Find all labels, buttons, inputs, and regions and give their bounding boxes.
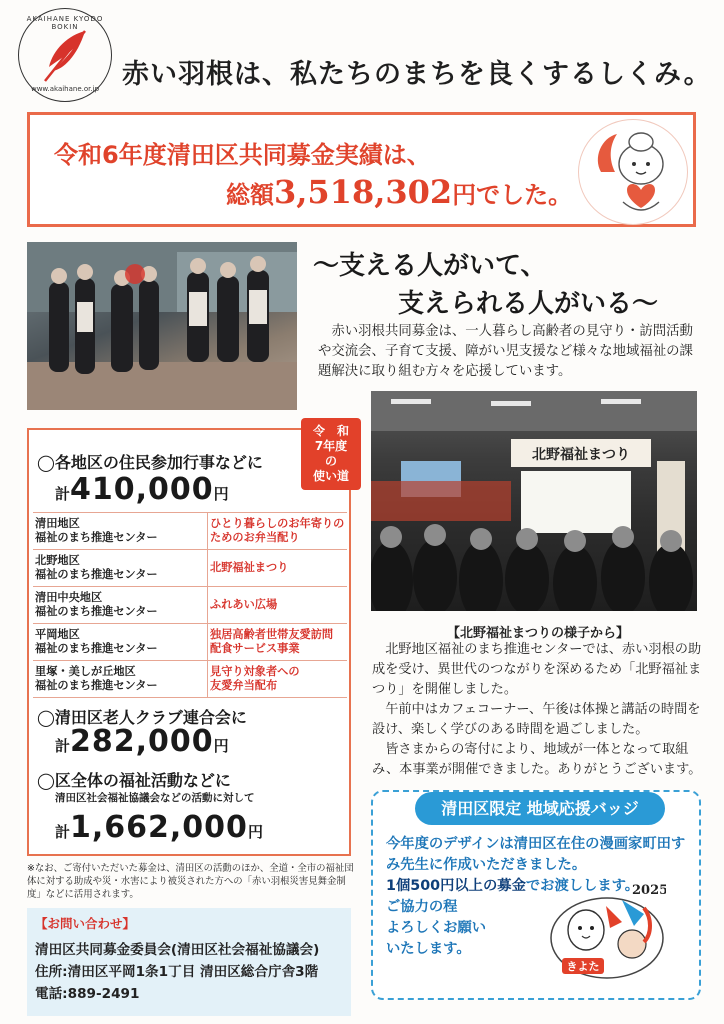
fund-usage-box (27, 424, 351, 856)
headline-line-1: ～支える人がいて、 (313, 251, 547, 281)
badge-line: 使い道 (312, 469, 349, 483)
contact-heading: 【お問い合わせ】 (35, 916, 136, 931)
section3-subtitle: 清田区社会福祉協議会などの活動に対して (55, 792, 255, 804)
org-cell: 平岡地区 福祉のまち推進センター (33, 624, 208, 661)
org-cell: 清田地区 福祉のまち推進センター (33, 513, 208, 550)
footnote: ※なお、ご寄付いただいた募金は、清田区の活動のほか、全道・全市の福祉団体に対する助成や災・水害により被災された方への「赤い羽根災害見舞金制度」などに活用されます。 (27, 863, 354, 900)
table-row (33, 661, 347, 698)
yen-label: 円 (213, 485, 229, 503)
section2-amount (55, 724, 229, 759)
badge-heading: 清田区限定 地域応援バッジ (415, 792, 665, 825)
event-description (372, 640, 702, 780)
result-suffix: 円でした。 (452, 181, 573, 209)
result-prefix: 総額 (226, 181, 274, 209)
badge-illustration (548, 878, 666, 980)
akaihane-logo (18, 8, 112, 102)
event-cell: 見守り対象者への 友愛弁当配布 (208, 661, 348, 698)
event-paragraph: 皆さまからの寄付により、地域が一体となって取組み、本事業が開催できました。ありがとうございます。 (372, 742, 702, 777)
section3-title: ◯区全体の福祉活動などに (37, 771, 231, 790)
table-row (33, 624, 347, 661)
badge-text-5: いたします。 (386, 941, 471, 957)
result-line-1: 令和6年度清田区共同募金実績は、 (54, 141, 431, 169)
page-tagline: 赤い羽根は、私たちのまちを良くするしくみ。 (122, 59, 712, 90)
kei-label: 計 (55, 823, 71, 841)
table-row (33, 587, 347, 624)
section1-amount (55, 472, 229, 507)
section1-amount-value: 410,000 (70, 472, 214, 507)
intro-paragraph: 赤い羽根共同募金は、一人暮らし高齢者の見守り・訪問活動や交流会、子育て支援、障がい児支援など様々な地域福祉の課題解決に取り組む方々を応援しています。 (318, 324, 693, 379)
badge-line: の (324, 454, 337, 468)
badge-year: 2025 (632, 883, 666, 898)
badge-text-3: ご協力の程 (386, 899, 458, 915)
usage-table (33, 512, 347, 698)
festival-banner-text: 北野福祉まつり (532, 447, 630, 463)
yen-label: 円 (247, 823, 263, 841)
mascot-illustration (578, 119, 688, 225)
usage-year-badge (301, 418, 361, 490)
event-cell: 独居高齢者世帯友愛訪問 配食サービス事業 (208, 624, 348, 661)
mascot-label: きよた (566, 960, 600, 973)
kei-label: 計 (55, 737, 71, 755)
badge-text-2: でお渡しします。 (525, 878, 640, 894)
fundraising-result-box (27, 112, 696, 227)
table-row (33, 550, 347, 587)
badge-text-4: よろしくお願い (386, 920, 487, 936)
event-cell: ひとり暮らしのお年寄りの ためのお弁当配り (208, 513, 348, 550)
event-cell: 北野福祉まつり (208, 550, 348, 587)
contact-box (27, 908, 351, 1016)
section1-title: ◯各地区の住民参加行事などに (37, 453, 263, 472)
badge-price-text: 1個500円以上の募金 (386, 878, 526, 894)
badge-line: 令 和 (312, 424, 349, 438)
org-cell: 清田中央地区 福祉のまち推進センター (33, 587, 208, 624)
event-cell: ふれあい広場 (208, 587, 348, 624)
table-row (33, 513, 347, 550)
yen-label: 円 (213, 737, 229, 755)
red-feather-icon (39, 27, 91, 85)
headline-line-2: 支えられる人がいる～ (398, 289, 659, 319)
org-cell: 里塚・美しが丘地区 福祉のまち推進センター (33, 661, 208, 698)
badge-text-1: 今年度のデザインは清田区在住の漫画家町田すみ先生に作成いただきました。 (386, 836, 686, 873)
event-paragraph: 北野地区福祉のまち推進センターでは、赤い羽根の助成を受け、異世代のつながりを深めるため「北野福祉まつり」を開催しました。 (372, 642, 702, 697)
section3-amount (55, 810, 263, 845)
result-amount: 3,518,302 (274, 173, 453, 211)
event-paragraph: 午前中はカフェコーナー、午後は体操と講話の時間を設け、楽しく学びのある時間を過ごしました。 (372, 702, 701, 737)
org-cell: 北野地区 福祉のまち推進センター (33, 550, 208, 587)
section3-amount-value: 1,662,000 (70, 810, 248, 845)
kitano-festival-photo (371, 391, 697, 611)
section2-title: ◯清田区老人クラブ連合会に (37, 708, 247, 727)
contact-organization: 清田区共同募金委員会(清田区社会福祉協議会) (35, 942, 320, 958)
badge-line: 7年度 (314, 439, 348, 453)
contact-address: 住所:清田区平岡1条1丁目 清田区総合庁舎3階 (35, 964, 319, 980)
street-fundraising-photo (27, 242, 297, 410)
logo-ring-bottom-text: www.akaihane.or.jp (30, 85, 100, 93)
result-line-2 (226, 173, 572, 211)
contact-phone: 電話:889-2491 (35, 986, 140, 1002)
section2-amount-value: 282,000 (70, 724, 214, 759)
logo-ring-top-text: AKAIHANE KYODO BOKIN (26, 15, 104, 31)
kei-label: 計 (55, 485, 71, 503)
photo-caption: 【北野福祉まつりの様子から】 (447, 626, 630, 641)
